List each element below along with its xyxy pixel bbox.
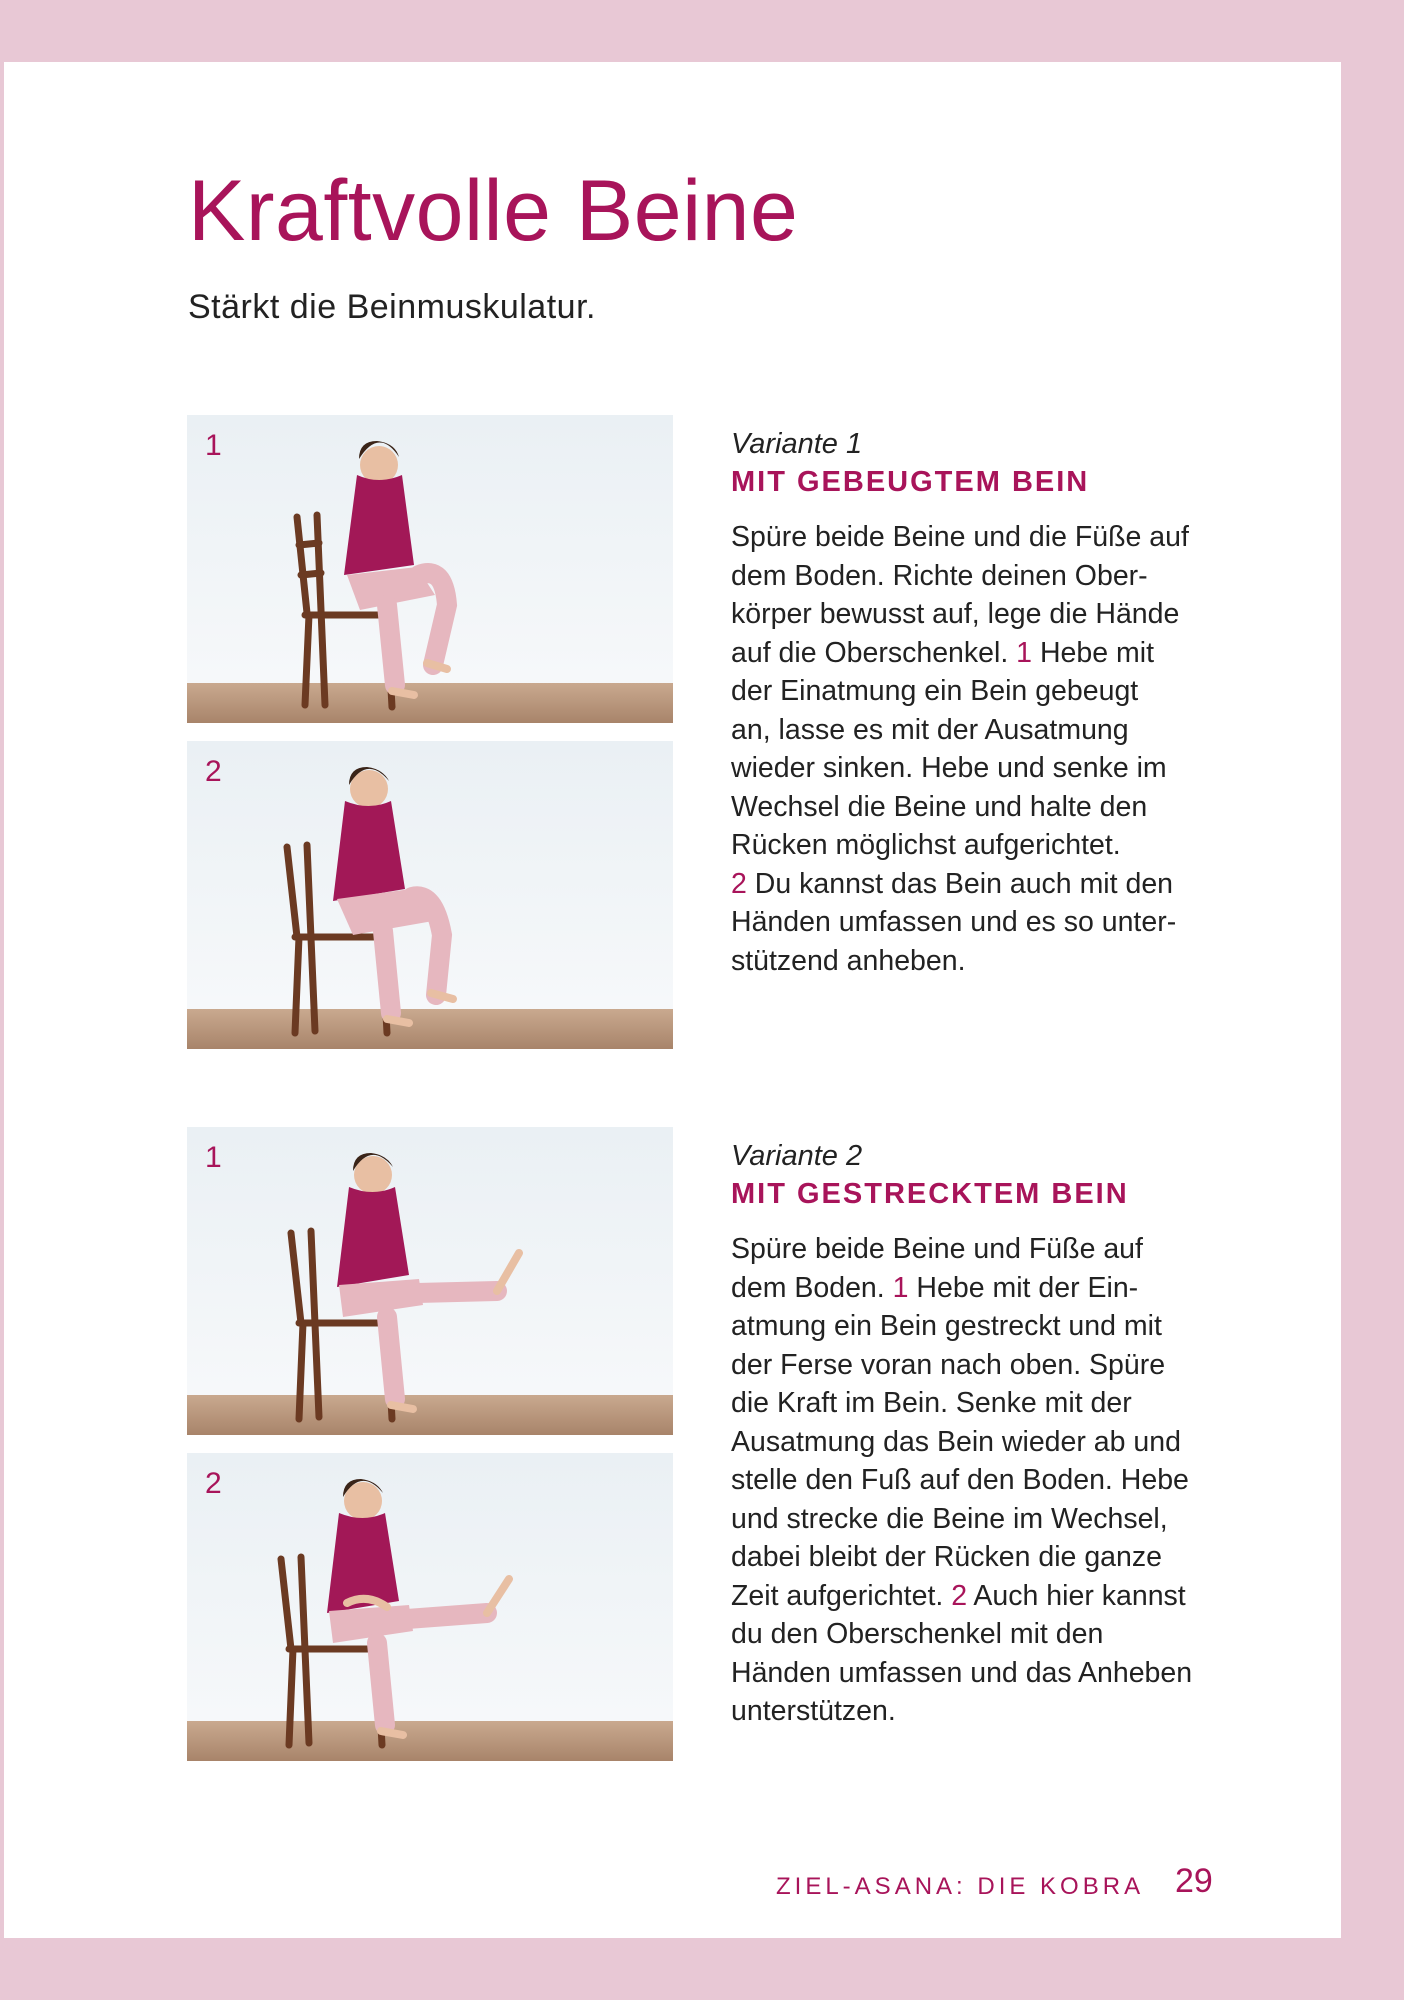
body-line: dabei bleibt der Rücken die ganze (731, 1541, 1162, 1573)
body-text: dem Boden. (731, 1271, 885, 1304)
body-line: du den Oberschenkel mit den (731, 1618, 1104, 1650)
body-line: die Kraft im Bein. Senke mit der (731, 1387, 1132, 1419)
body-line: körper bewusst auf, lege die Hände (731, 598, 1180, 630)
variant1-label: Variante 1 (731, 428, 863, 460)
body-line: der Einatmung ein Bein gebeugt (731, 675, 1139, 707)
variant1-heading: MIT GEBEUGTEM BEIN (731, 466, 1090, 498)
body-line: unterstützen. (731, 1695, 896, 1727)
body-line: der Ferse voran nach oben. Spüre (731, 1348, 1166, 1381)
step-reference: 2 (731, 867, 747, 900)
photo-variant2-step2 (187, 1453, 673, 1761)
page-edge (0, 62, 18, 1938)
step-reference: 2 (951, 1579, 968, 1612)
page-number: 29 (1175, 1862, 1213, 1900)
photo-step-number: 2 (205, 755, 222, 788)
body-line (731, 1577, 1251, 1616)
variant1-body (731, 518, 1251, 980)
body-text: Auch hier kannst (973, 1579, 1186, 1612)
body-line: Wechsel die Beine und halte den (731, 790, 1148, 823)
body-line: Spüre beide Beine und die Füße auf (731, 521, 1189, 553)
body-text: auf die Oberschenkel. (731, 636, 1009, 669)
body-line: atmung ein Bein gestreckt und mit (731, 1310, 1162, 1342)
body-text: Hebe mit der Ein- (916, 1271, 1139, 1304)
step-reference: 1 (892, 1271, 909, 1304)
body-line: und strecke die Beine im Wechsel, (731, 1502, 1168, 1535)
variant2-label: Variante 2 (731, 1140, 863, 1172)
footer-section-title: ZIEL-ASANA: DIE KOBRA (776, 1873, 1145, 1900)
body-text: Hebe mit (1039, 636, 1154, 669)
body-line: Händen umfassen und es so unter- (731, 906, 1177, 938)
photo-step-number: 1 (205, 429, 222, 462)
step-reference: 1 (1016, 636, 1033, 669)
body-line (731, 634, 1251, 673)
body-line (731, 865, 1251, 904)
photo-step-number: 1 (205, 1141, 222, 1174)
body-line: Rücken möglichst aufgerichtet. (731, 829, 1121, 861)
page-title: Kraftvolle Beine (188, 163, 799, 259)
photo-step-number: 2 (205, 1467, 222, 1500)
body-line: an, lasse es mit der Ausatmung (731, 713, 1129, 746)
body-line: Spüre beide Beine und Füße auf (731, 1233, 1143, 1265)
body-line: stützend anheben. (731, 944, 966, 977)
body-line: stelle den Fuß auf den Boden. Hebe (731, 1464, 1189, 1496)
variant2-heading: MIT GESTRECKTEM BEIN (731, 1178, 1129, 1210)
page-subtitle: Stärkt die Beinmuskulatur. (188, 288, 596, 326)
body-line: dem Boden. Richte deinen Ober- (731, 559, 1148, 592)
body-text: Zeit aufgerichtet. (731, 1579, 944, 1612)
photo-variant1-step1 (187, 415, 673, 723)
body-line: wieder sinken. Hebe und senke im (731, 752, 1167, 784)
body-line: Ausatmung das Bein wieder ab und (731, 1425, 1181, 1458)
photo-variant2-step1 (187, 1127, 673, 1435)
body-text: Du kannst das Bein auch mit den (754, 867, 1174, 900)
photo-variant1-step2 (187, 741, 673, 1049)
body-line: Händen umfassen und das Anheben (731, 1656, 1193, 1689)
body-line (731, 1269, 1251, 1308)
variant2-body (731, 1230, 1251, 1731)
